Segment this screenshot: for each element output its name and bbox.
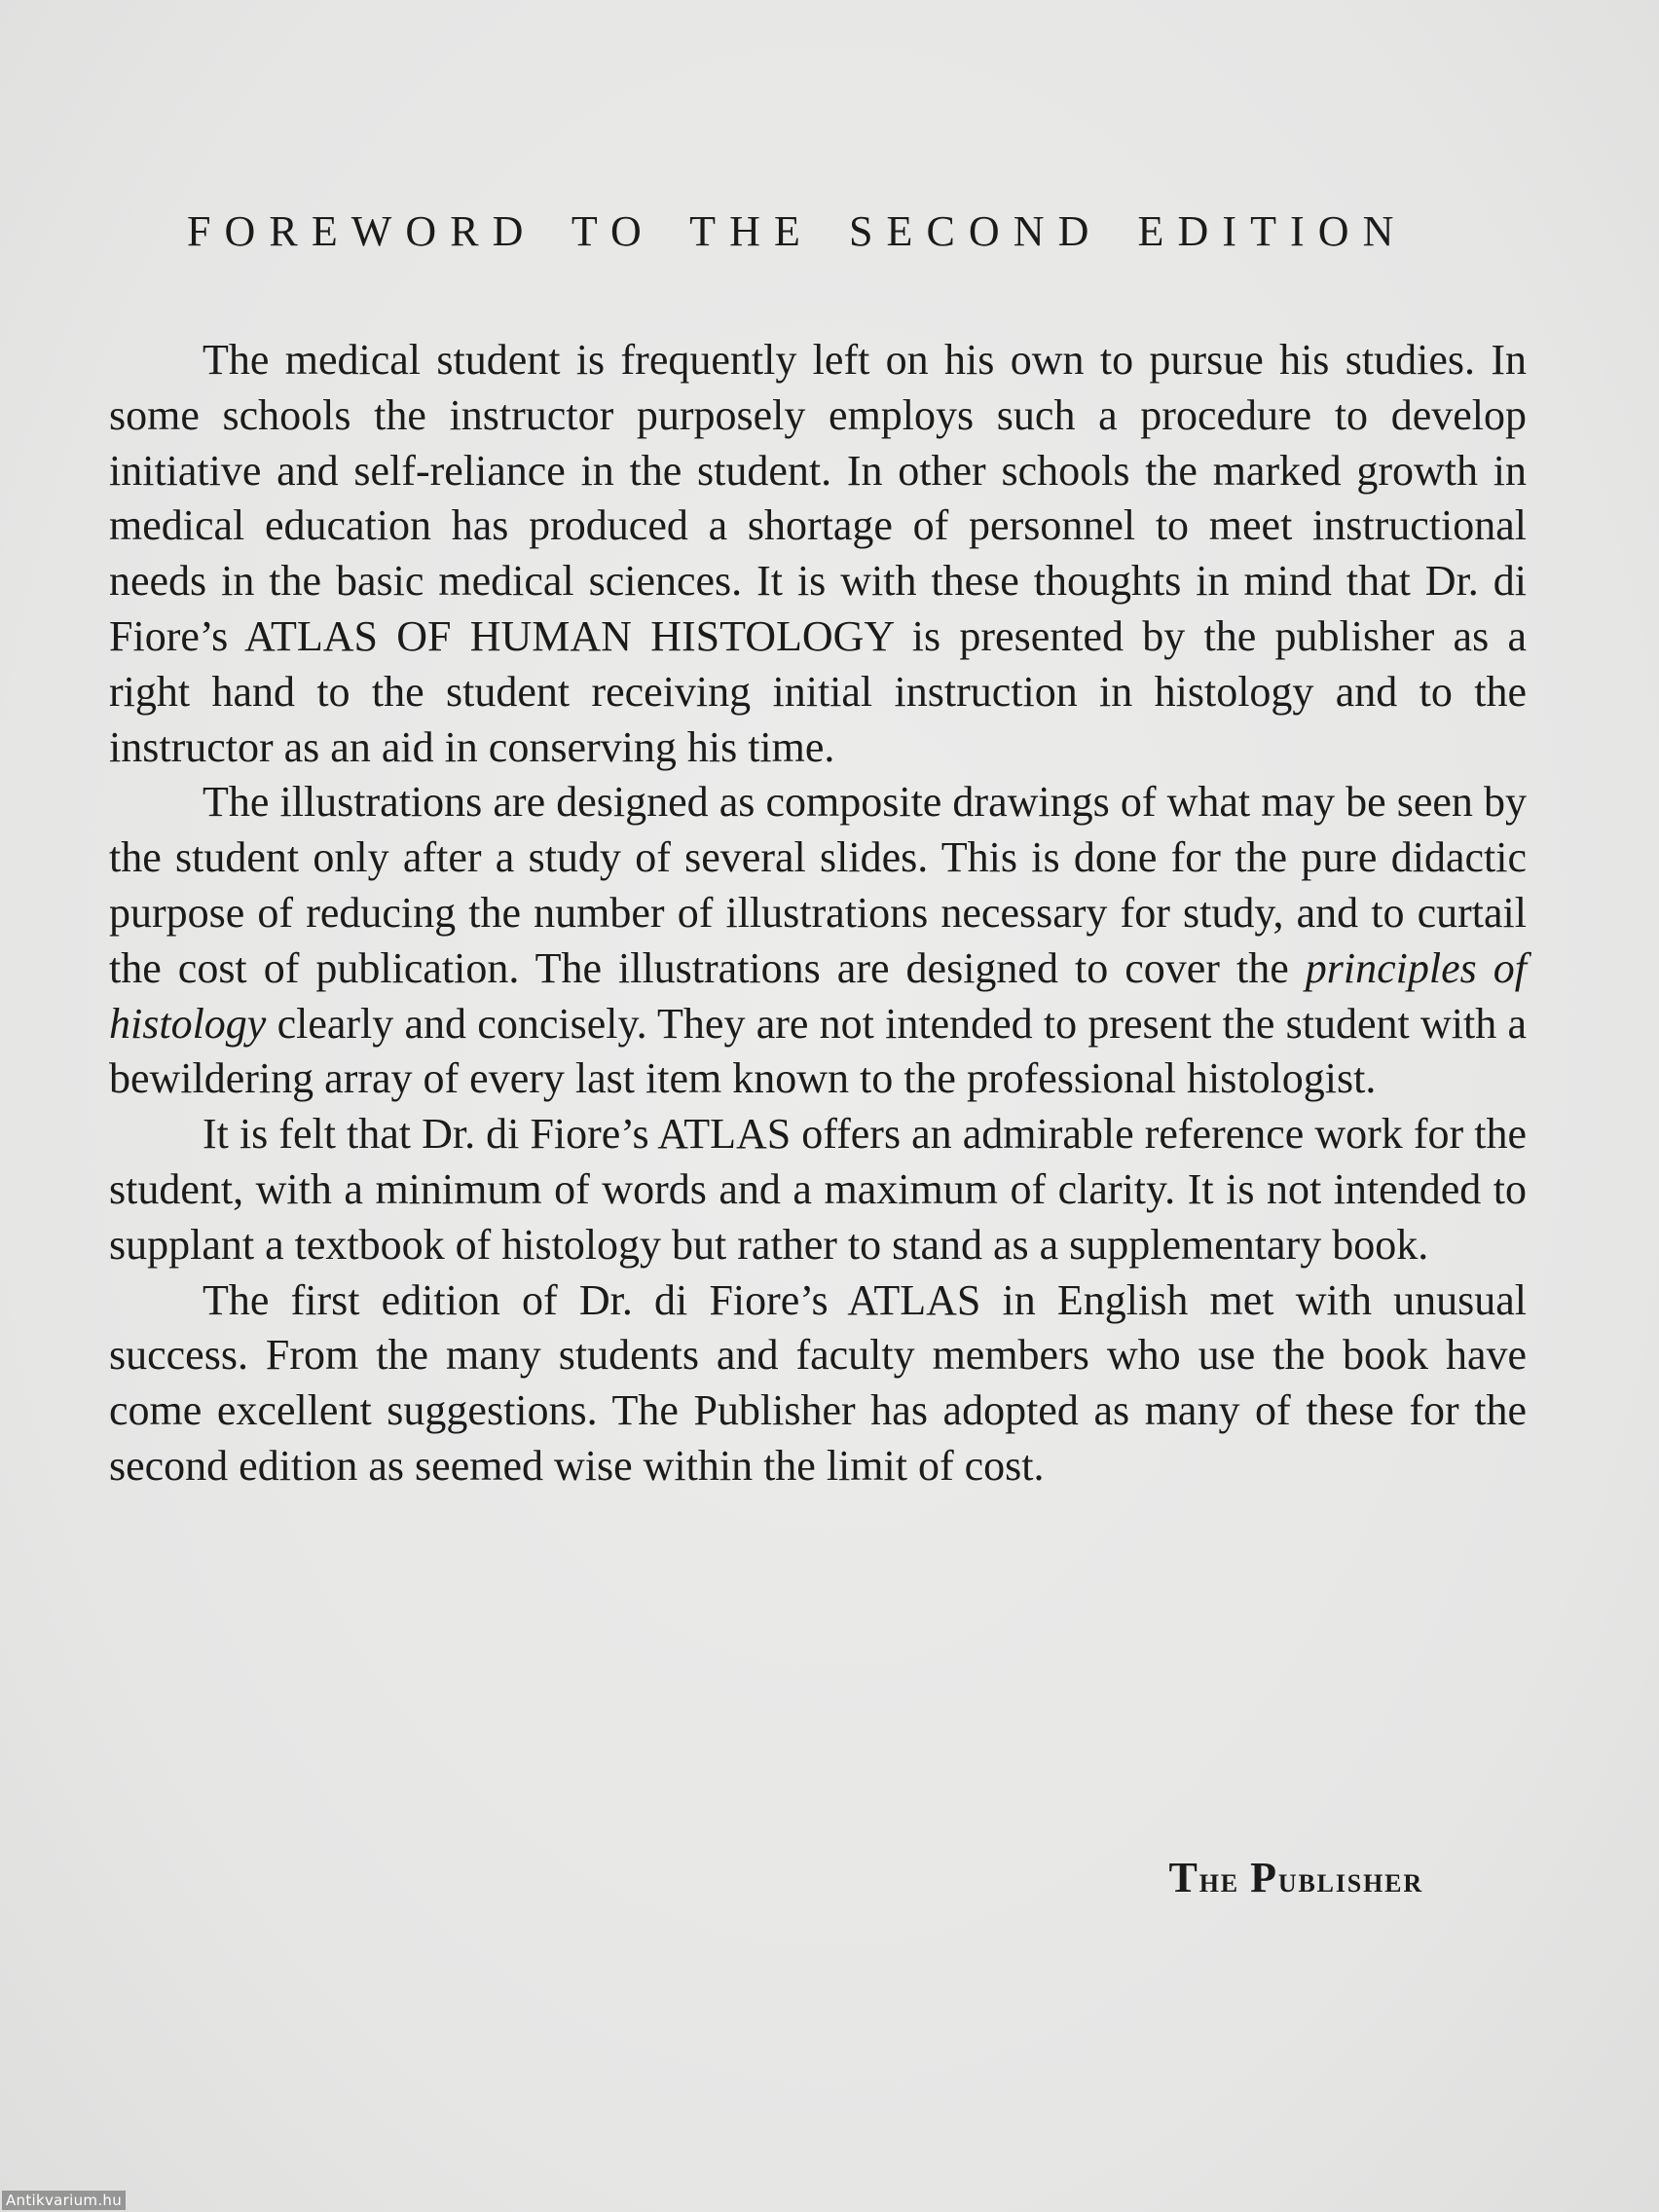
paragraph-text: It is felt that Dr. di Fiore’s ATLAS offers an admirable reference work for the student, with a minimum of words and a maximum of clarity. It is not intended to supplant a textbook of histology but rather to stand as a supplementary book. [109, 1110, 1527, 1269]
paragraph-4 [109, 1273, 1527, 1494]
italic-text: principles of histology [109, 943, 1527, 1048]
foreword-body [109, 333, 1527, 1494]
signature [1169, 1853, 1424, 1902]
paragraph-1 [109, 333, 1527, 775]
signature-initial-1: T [1168, 1854, 1199, 1901]
watermark-text: Antikvarium.hu [2, 2191, 126, 2210]
signature-rest-2: ublisher [1277, 1861, 1423, 1900]
paragraph-text: The illustrations are designed as composite drawings of what may be seen by the student only after a study of several slides. This is done for the pure didactic purpose of reducing the number of illustrations necessary for study, and to curtail the cost of publication. The illustrations are designed to cover the [109, 778, 1527, 992]
paragraph-3 [109, 1107, 1527, 1272]
paragraph-text: The medical student is frequently left on his own to pursue his studies. In some schools the instructor purposely employs such a procedure to develop initiative and self-reliance in the student. In other schools the marked growth in medical education has produced a shortage of personnel to meet instructional needs in the basic medical sciences. It is with these thoughts in mind that Dr. di Fiore’s ATLAS OF HUMAN HISTOLOGY is presented by the publisher as a right hand to the student receiving initial instruction in histology and to the instructor as an aid in conserving his time. [109, 336, 1527, 771]
signature-initial-2: P [1250, 1854, 1278, 1901]
paragraph-text: clearly and concisely. They are not intended to present the student with a bewildering array of every last item known to the professional histologist. [109, 999, 1527, 1103]
paragraph-text: The first edition of Dr. di Fiore’s ATLAS in English met with unusual success. From the many students and faculty members who use the book have come excellent suggestions. The Publisher has adopted as many of these for the second edition as seemed wise within the limit of cost. [109, 1275, 1527, 1490]
paragraph-2 [109, 775, 1527, 1107]
signature-rest-1: he [1198, 1861, 1239, 1900]
page-title: FOREWORD TO THE SECOND EDITION [187, 207, 1408, 255]
